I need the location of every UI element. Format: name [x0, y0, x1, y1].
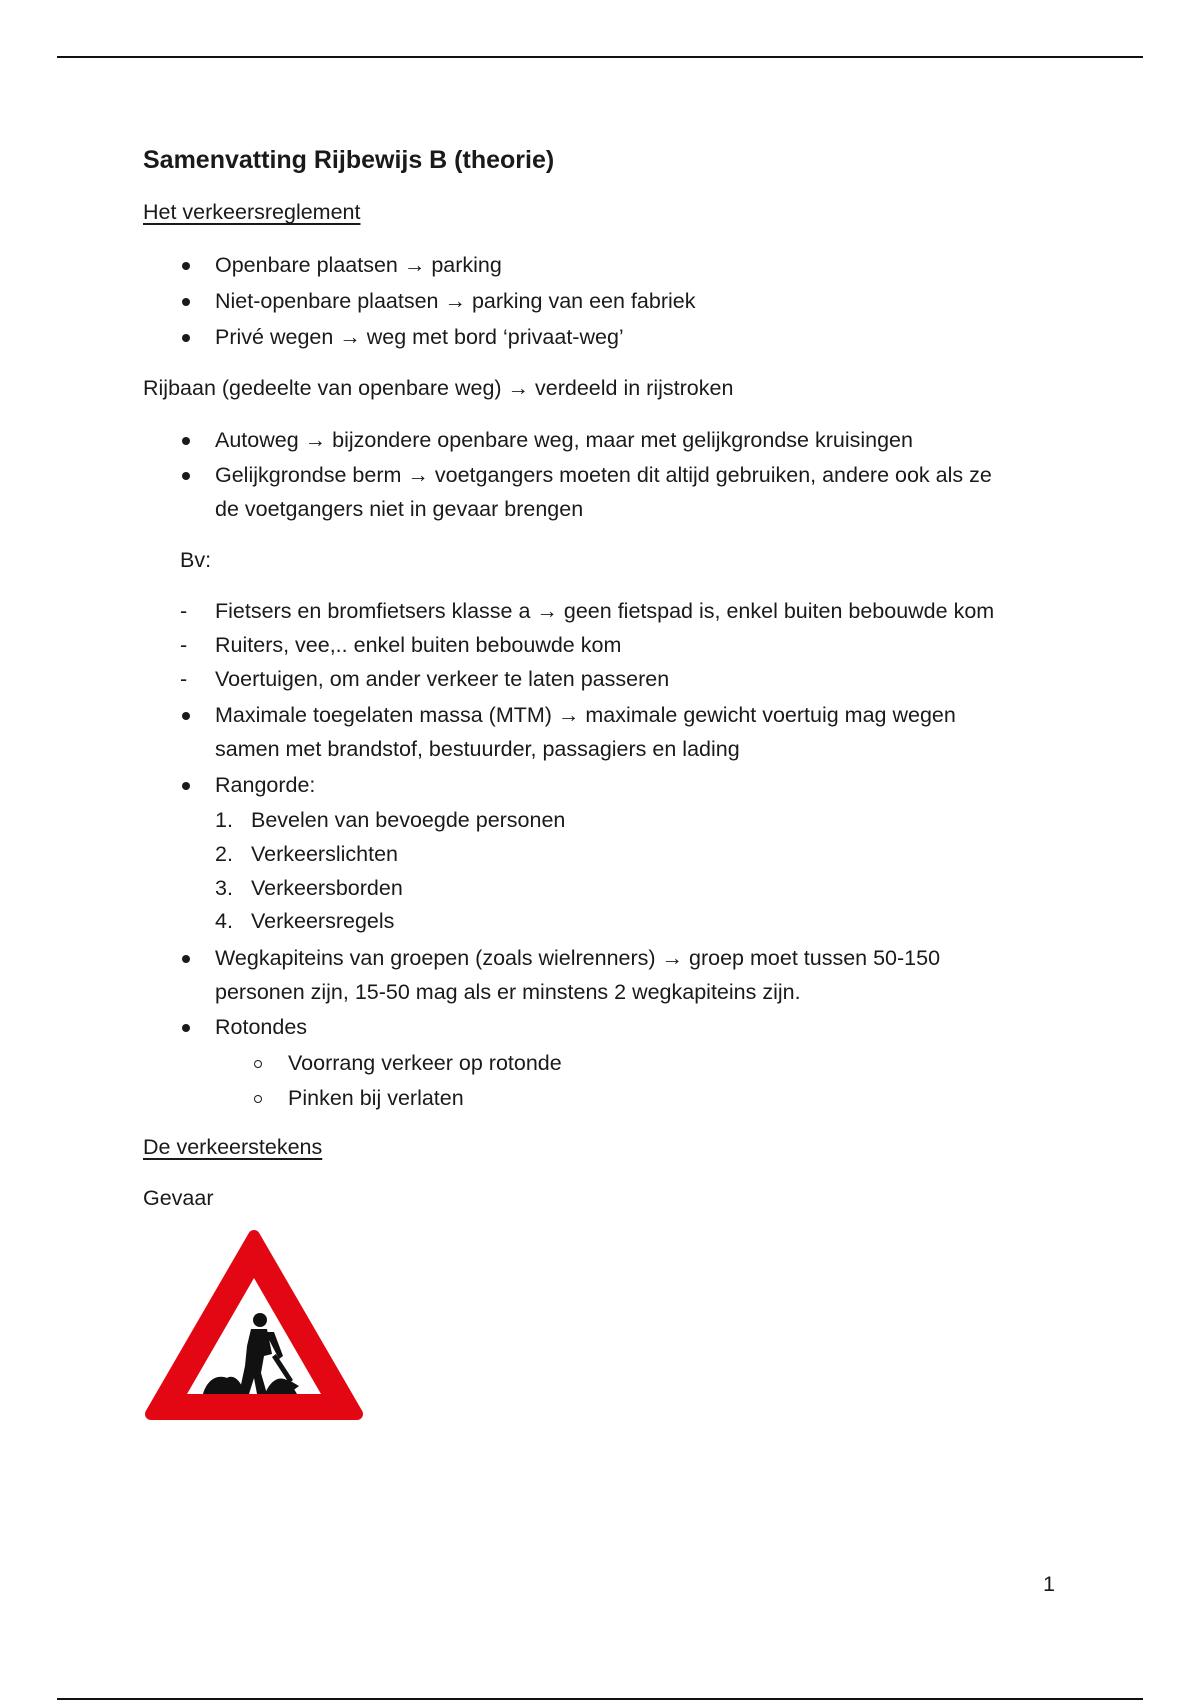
bullet-icon: [182, 782, 190, 790]
bullet-icon: [182, 472, 190, 480]
list-item: Niet-openbare plaatsen → parking van een fabriek: [215, 289, 696, 313]
list-item: Privé wegen → weg met bord ‘privaat-weg’: [215, 325, 624, 349]
list-item: Autoweg → bijzondere openbare weg, maar met gelijkgrondse kruisingen: [215, 428, 913, 452]
ordered-item: Verkeerslichten: [251, 842, 398, 866]
sub-list-item: Pinken bij verlaten: [288, 1086, 464, 1110]
ordered-item: Bevelen van bevoegde personen: [251, 808, 566, 832]
ordered-item-number: 4.: [215, 909, 233, 933]
example-item: Ruiters, vee,.. enkel buiten bebouwde kom: [215, 633, 622, 657]
list-item-continuation: personen zijn, 15-50 mag als er minstens 2 wegkapiteins zijn.: [215, 980, 801, 1004]
list-item-continuation: samen met brandstof, bestuurder, passagiers en lading: [215, 737, 740, 761]
list-item: Rangorde:: [215, 773, 316, 797]
list-item: Gelijkgrondse berm → voetgangers moeten dit altijd gebruiken, andere ook als ze: [215, 463, 992, 487]
bullet-icon: [182, 1024, 190, 1032]
ordered-item: Verkeersregels: [251, 909, 395, 933]
dash-icon: -: [180, 667, 188, 691]
sub-bullet-icon: [254, 1095, 262, 1103]
road-works-sign-icon: [143, 1228, 365, 1426]
bullet-icon: [182, 712, 190, 720]
document-title: Samenvatting Rijbewijs B (theorie): [143, 146, 555, 174]
bullet-icon: [182, 298, 190, 306]
list-item: Rotondes: [215, 1015, 308, 1039]
list-item: Wegkapiteins van groepen (zoals wielrenners) → groep moet tussen 50-150: [215, 946, 941, 970]
paragraph-rijbaan: Rijbaan (gedeelte van openbare weg) → verdeeld in rijstroken: [143, 376, 734, 400]
section-heading-verkeersreglement: Het verkeersreglement: [143, 200, 361, 224]
bullet-icon: [182, 955, 190, 963]
example-item: Voertuigen, om ander verkeer te laten passeren: [215, 667, 670, 691]
ordered-item: Verkeersborden: [251, 876, 403, 900]
dash-icon: -: [180, 599, 188, 623]
dash-icon: -: [180, 633, 188, 657]
sub-bullet-icon: [254, 1060, 262, 1068]
bullet-icon: [182, 334, 190, 342]
page-number: 1: [1043, 1572, 1055, 1596]
section-heading-verkeerstekens: De verkeerstekens: [143, 1135, 323, 1159]
sub-list-item: Voorrang verkeer op rotonde: [288, 1051, 562, 1075]
list-item: Openbare plaatsen → parking: [215, 253, 502, 277]
example-item: Fietsers en bromfietsers klasse a → geen fietspad is, enkel buiten bebouwde kom: [215, 599, 995, 623]
example-label: Bv:: [180, 548, 212, 572]
header-rule: [57, 56, 1143, 58]
ordered-item-number: 1.: [215, 808, 233, 832]
ordered-item-number: 3.: [215, 876, 233, 900]
bullet-icon: [182, 262, 190, 270]
list-item: Maximale toegelaten massa (MTM) → maximale gewicht voertuig mag wegen: [215, 703, 956, 727]
category-label-gevaar: Gevaar: [143, 1186, 214, 1210]
bullet-icon: [182, 437, 190, 445]
list-item-continuation: de voetgangers niet in gevaar brengen: [215, 497, 584, 521]
ordered-item-number: 2.: [215, 842, 233, 866]
